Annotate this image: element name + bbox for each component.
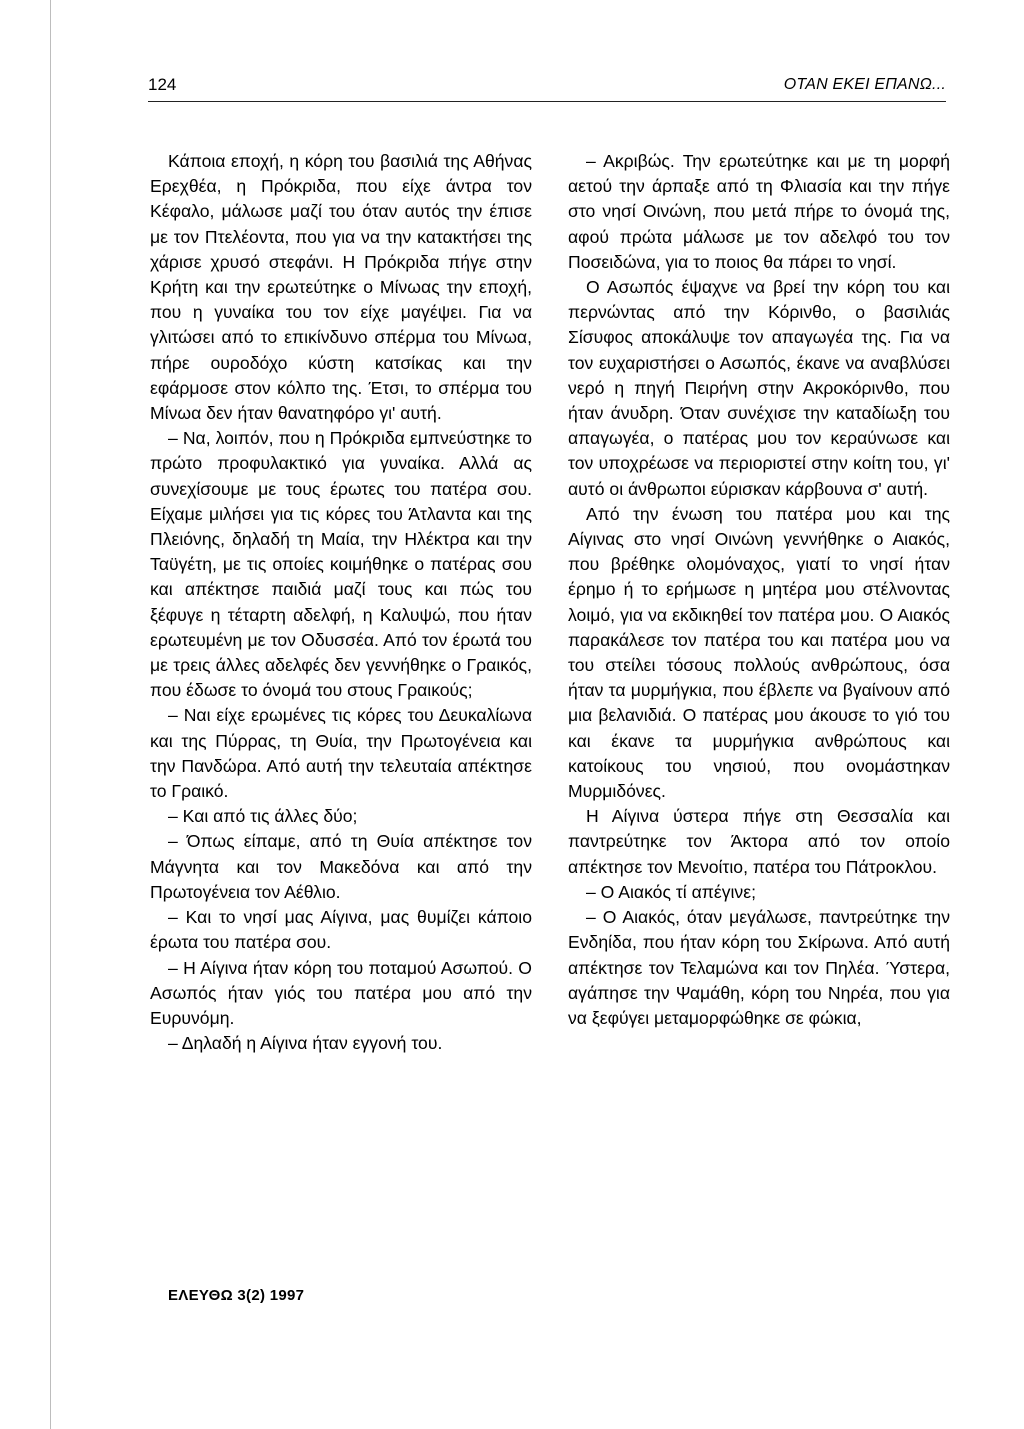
paragraph: Από την ένωση του πατέρα μου και της Αίγινας στο νησί Οινώνη γεννήθηκε ο Αιακός, που βρέθηκε ολομόναχος, γιατί το νησί ήταν έρημο ή το ερήμωσε η μητέρα μου στέλνοντας λοιμό, για να εκδικηθεί τον πατέρα μου. Ο Αιακός παρακάλεσε τον πατέρα του και πατέρα μου να του στείλει τόσους πολλούς ανθρώπους, όσα ήταν τα μυρμήγκια, που έβλεπε να βγαίνουν από μια βελανιδιά. Ο πατέρας μου άκουσε το γιό του και έκανε τα μυρμήγκια ανθρώπους και κατοίκους του νησιού, που ονομάστηκαν Μυρμιδόνες. [568, 503, 950, 802]
header-divider [148, 101, 946, 102]
paragraph: – Όπως είπαμε, από τη Θυία απέκτησε τον Μάγνητα και τον Μακεδόνα και από την Πρωτογένεια τον Αέθλιο. [150, 831, 532, 902]
page-header [148, 74, 946, 102]
paragraph: – Η Αίγινα ήταν κόρη του ποταμού Ασωπού. Ο Ασωπός ήταν γιός του πατέρα μου από την Ευρυνόμη. [150, 957, 532, 1028]
paragraph: – Ναι είχε ερωμένες τις κόρες του Δευκαλίωνα και της Πύρρας, τη Θυία, την Πρωτογένεια και την Πανδώρα. Από αυτή την τελευταία απέκτησε το Γραικό. [150, 705, 532, 802]
paragraph: – Δηλαδή η Αίγινα ήταν εγγονή του. [168, 1033, 443, 1054]
paragraph: – Ακριβώς. Την ερωτεύτηκε και με τη μορφή αετού την άρπαξε από τη Φλιασία και την πήγε στο νησί Οινώνη, που μετά πήρε το όνομά της, αφού πρώτα μάλωσε με τον αδελφό του τον Ποσειδώνα, για το ποιος θα πάρει το νησί. [568, 151, 950, 272]
paragraph: Κάποια εποχή, η κόρη του βασιλιά της Αθήνας Ερεχθέα, η Πρόκριδα, που είχε άντρα τον Κέφαλο, μάλωσε μαζί του όταν αυτός την έπισε με τον Πτελέοντα, που για να την κατακτήσει της χάρισε χρυσό στεφάνι. Η Πρόκριδα πήγε στην Κρήτη και την ερωτεύτηκε ο Μίνωας την εποχή, που η γυναίκα του τον είχε μαγέψει. Για να γλιτώσει από το επικίνδυνο σπέρμα του Μίνωα, πήρε ουροδόχο κύστη κατσίκας και την εφάρμοσε στον κόλπο της. Έτσι, το σπέρμα του Μίνωα δεν ήταν θανατηφόρο γι' αυτή. [150, 151, 532, 424]
journal-citation: ΕΛΕΥΘΩ 3(2) 1997 [168, 1287, 305, 1304]
left-column [150, 149, 532, 1056]
paragraph: Ο Ασωπός έψαχνε να βρεί την κόρη του και περνώντας από την Κόρινθο, ο βασιλιάς Σίσυφος αποκάλυψε τον απαγωγέα της. Για να τον ευχαριστήσει ο Ασωπός, έκανε να αναβλύσει νερό η πηγή Πειρήνη στην Ακροκόρινθο, που ήταν άνυδρη. Όταν συνέχισε την καταδίωξη του απαγωγέα, ο πατέρας μου τον κεραύνωσε και τον υποχρέωσε να περιοριστεί στην κοίτη του, γι' αυτό οι άνθρωποι εύρισκαν κάρβουνα σ' αυτή. [568, 277, 950, 499]
paragraph: – Και το νησί μας Αίγινα, μας θυμίζει κάποιο έρωτα του πατέρα σου. [150, 907, 532, 953]
page-number: 124 [148, 75, 177, 94]
page-edge-line [50, 0, 51, 1429]
paragraph: – Ο Αιακός, όταν μεγάλωσε, παντρεύτηκε την Ενδηίδα, που ήταν κόρη του Σκίρωνα. Από αυτή απέκτησε τον Τελαμώνα και τον Πηλέα. Ύστερα, αγάπησε την Ψαμάθη, κόρη του Νηρέα, που για να ξεφύγει μεταμορφώθηκε σε φώκια, [568, 907, 950, 1028]
paragraph: – Και από τις άλλες δύο; [168, 806, 358, 827]
paragraph: – Ο Αιακός τί απέγινε; [586, 881, 756, 902]
right-column [568, 149, 950, 1031]
paragraph: – Να, λοιπόν, που η Πρόκριδα εμπνεύστηκε το πρώτο προφυλακτικό για γυναίκα. Αλλά ας συνεχίσουμε με τους έρωτες του πατέρα σου. Είχαμε μιλήσει για τις κόρες του Άτλαντα και της Πλειόνης, δηλαδή τη Μαία, την Ηλέκτρα και την Ταϋγέτη, με τις οποίες κοιμήθηκε ο πατέρας σου και απέκτησε παιδιά μαζί τους και πώς του ξέφυγε η τέταρτη αδελφή, η Καλυψώ, που ήταν ερωτευμένη με τον Οδυσσέα. Από τον έρωτά του με τρεις άλλες αδελφές δεν γεννήθηκε ο Γραικός, που έδωσε το όνομά του στους Γραικούς; [150, 428, 532, 701]
paragraph: Η Αίγινα ύστερα πήγε στη Θεσσαλία και παντρεύτηκε τον Άκτορα από τον οποίο απέκτησε τον Μενοίτιο, πατέρα του Πάτροκλου. [568, 806, 950, 877]
running-title: ΟΤΑΝ ΕΚΕΙ ΕΠΑΝΩ... [783, 76, 946, 93]
